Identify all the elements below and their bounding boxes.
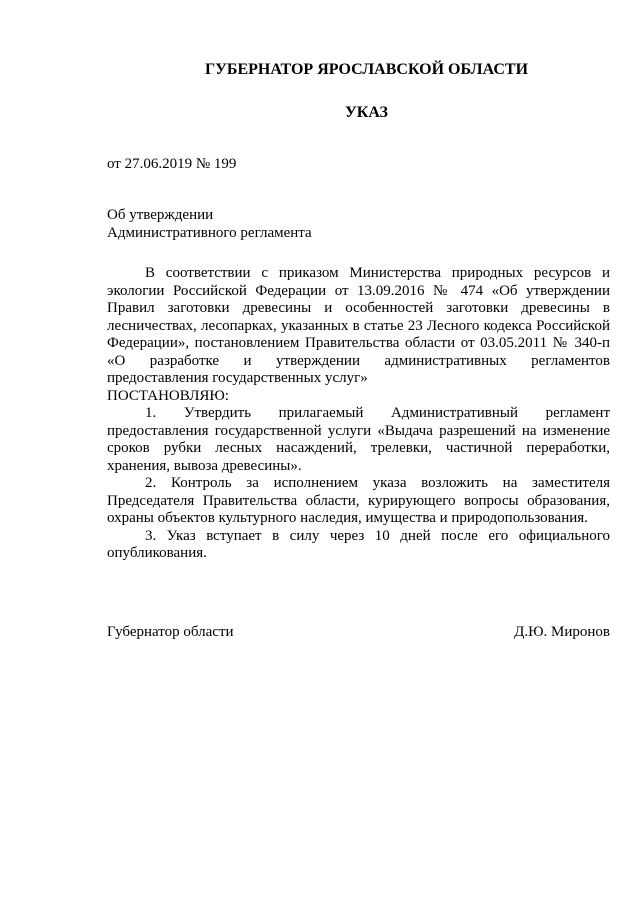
subject-line-1: Об утверждении: [107, 207, 214, 223]
decree-word: ПОСТАНОВЛЯЮ:: [107, 387, 229, 404]
decree-item-3: 3. Указ вступает в силу через 10 дней после его официального опубликования.: [107, 527, 610, 561]
organization-title: ГУБЕРНАТОР ЯРОСЛАВСКОЙ ОБЛАСТИ: [204, 61, 529, 78]
signatory-position: Губернатор области: [107, 624, 234, 640]
signatory-name: Д.Ю. Миронов: [514, 624, 610, 640]
decree-item-1: 1. Утвердить прилагаемый Административный регламент предоставления государственной услуги «Выдача разрешений на изменение сроков рубки лесных насаждений, трелевки, частичной переработки, хранения, вывоза древесины».: [107, 405, 610, 474]
subject-line-2: Административного регламента: [107, 225, 312, 241]
document-type-title: УКАЗ: [345, 104, 388, 121]
document-date-number: от 27.06.2019 № 199: [107, 156, 237, 172]
decree-item-2: 2. Контроль за исполнением указа возложить на заместителя Председателя Правительства области, курирующего вопросы образования, охраны объектов культурного наследия, имущества и природопользования.: [107, 475, 610, 526]
signature-block: [107, 622, 610, 642]
preamble-paragraph: В соответствии с приказом Министерства природных ресурсов и экологии Российской Федерации от 13.09.2016 № 474 «Об утверждении Правил заготовки древесины и особенностей заготовки древесины в лесничествах, лесопарках, указанных в статье 23 Лесного кодекса Российской Федерации», постановлением Правительства области от 03.05.2011 № 340-п «О разработке и утверждении административных регламентов предоставления государственных услуг»: [107, 265, 610, 386]
document-body: [107, 265, 610, 563]
document-subject: [107, 206, 312, 242]
